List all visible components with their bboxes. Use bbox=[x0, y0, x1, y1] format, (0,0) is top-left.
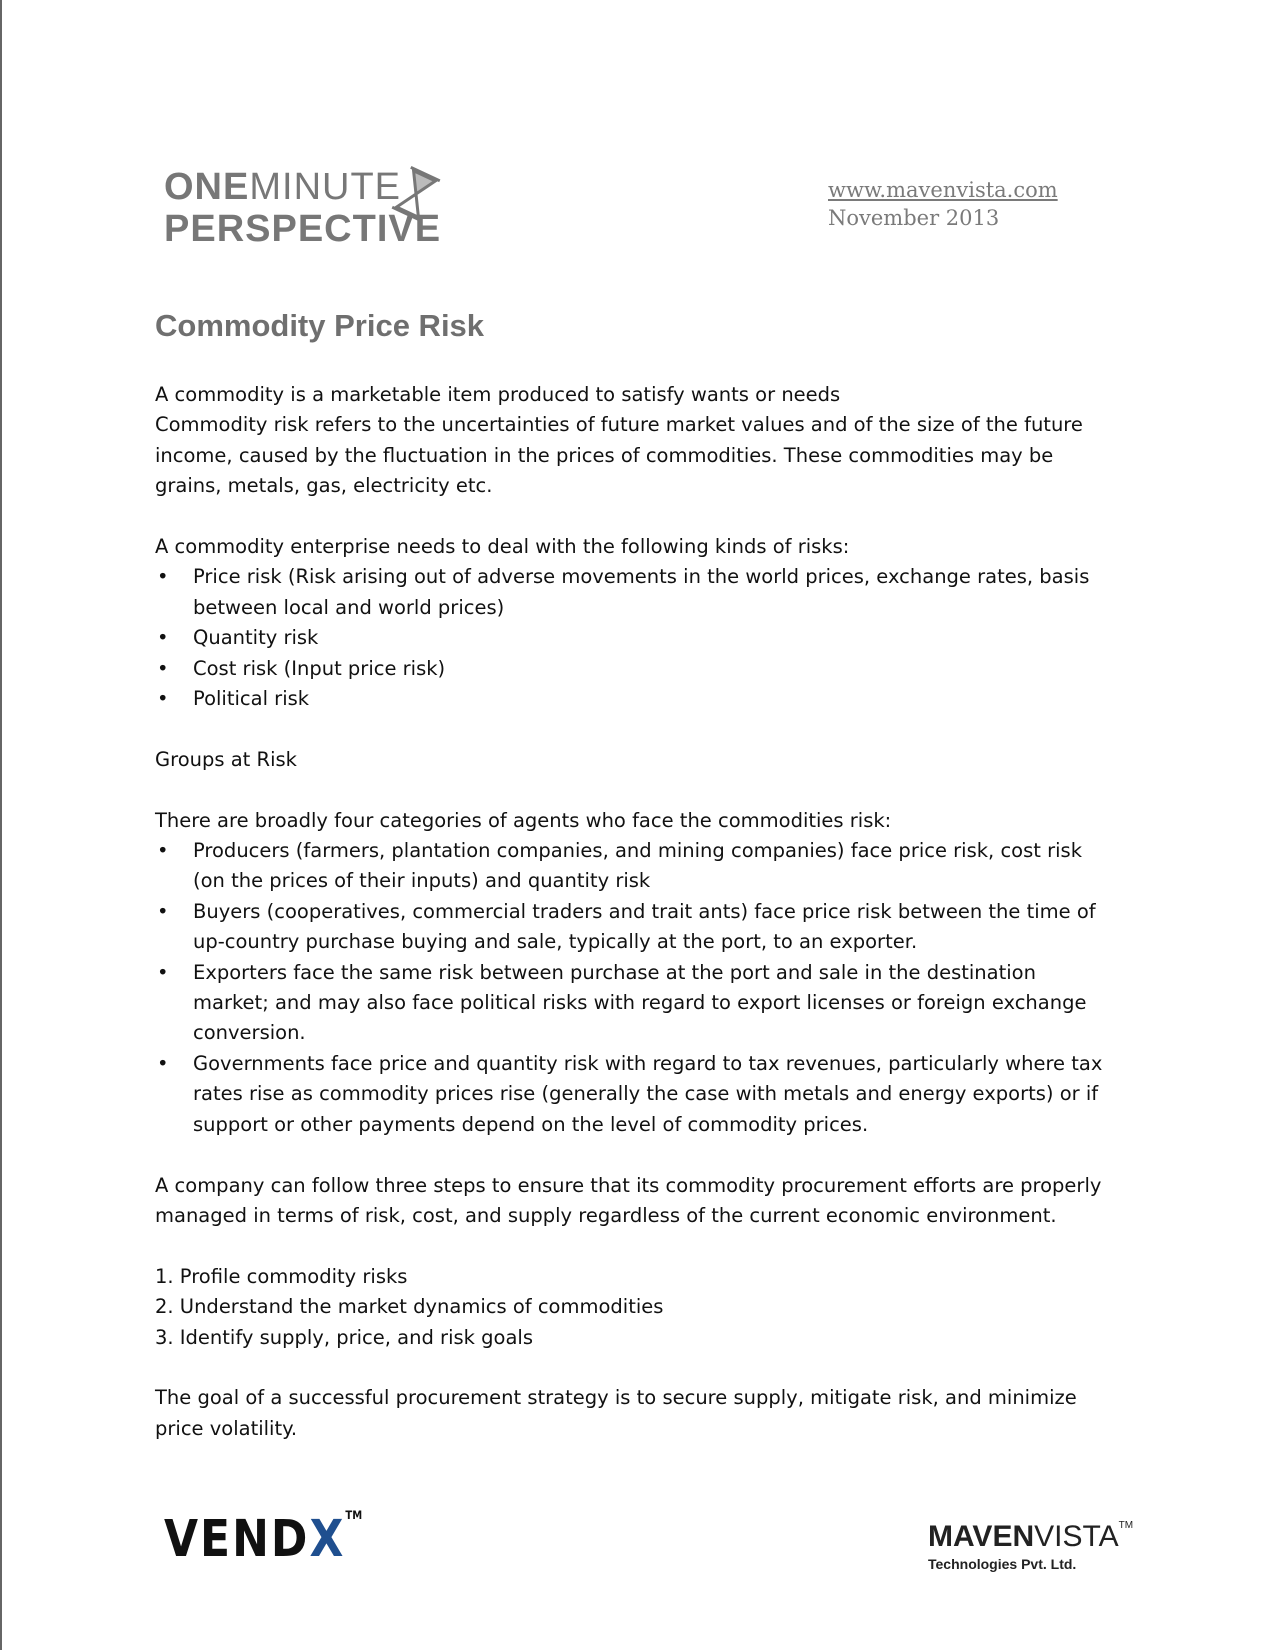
groups-heading: Groups at Risk bbox=[155, 747, 297, 771]
logo-line1 bbox=[164, 166, 401, 208]
step-item: 3. Identify supply, price, and risk goals bbox=[155, 1325, 533, 1349]
list-item: • Price risk (Risk arising out of adverse movements in the world prices, exchange rates, basis between local and world prices) bbox=[155, 562, 1115, 623]
risks-list bbox=[155, 562, 1115, 714]
conclusion: The goal of a successful procurement strategy is to secure supply, mitigate risk, and minimize price volatility. bbox=[155, 1386, 1077, 1440]
mavenvista-subtitle: Technologies Pvt. Ltd. bbox=[928, 1556, 1077, 1572]
mavenvista-tm: TM bbox=[1118, 1520, 1134, 1531]
website-link[interactable]: www.mavenvista.com bbox=[828, 178, 1058, 202]
groups-lead: There are broadly four categories of agents who face the commodities risk: bbox=[155, 808, 892, 832]
hourglass-icon bbox=[386, 164, 446, 224]
vendx-x: X bbox=[309, 1510, 346, 1569]
mavenvista-light: VISTA bbox=[1034, 1520, 1119, 1553]
logo-one: ONE bbox=[164, 166, 250, 208]
list-item: • Buyers (cooperatives, commercial traders and trait ants) face price risk between the time of up-country purchase buying and sale, typically at the port, to an exporter. bbox=[155, 897, 1115, 958]
vendx-main: VEND bbox=[164, 1510, 310, 1569]
intro-paragraph: Commodity risk refers to the uncertainties of future market values and of the size of the future income, caused by the fluctuation in the prices of commodities. These commodities may be grains, metals, gas, electricity etc. bbox=[155, 413, 1083, 498]
mavenvista-bold: MAVEN bbox=[928, 1520, 1035, 1553]
document-body bbox=[155, 380, 1115, 1444]
risks-lead: A commodity enterprise needs to deal with the following kinds of risks: bbox=[155, 535, 850, 559]
list-item: • Governments face price and quantity risk with regard to tax revenues, particularly where tax rates rise as commodity prices rise (generally the case with metals and energy exports) or if support or other payments depend on the level of commodity prices. bbox=[155, 1049, 1115, 1140]
one-minute-perspective-logo bbox=[164, 166, 464, 256]
list-item: • Quantity risk bbox=[155, 623, 1115, 653]
logo-minute: MINUTE bbox=[249, 166, 402, 208]
groups-list bbox=[155, 836, 1115, 1140]
mavenvista-wordmark bbox=[928, 1520, 1133, 1554]
step-item: 1. Profile commodity risks bbox=[155, 1264, 408, 1288]
list-item: • Cost risk (Input price risk) bbox=[155, 654, 1115, 684]
step-item: 2. Understand the market dynamics of commodities bbox=[155, 1295, 664, 1319]
publish-date: November 2013 bbox=[828, 206, 1000, 230]
mavenvista-logo bbox=[928, 1520, 1133, 1572]
intro-line-1: A commodity is a marketable item produced to satisfy wants or needs bbox=[155, 383, 841, 406]
steps-lead: A company can follow three steps to ensure that its commodity procurement efforts are properly managed in terms of risk, cost, and supply regardless of the current economic environment. bbox=[155, 1173, 1102, 1227]
logo-perspective: PERSPECTIVE bbox=[164, 208, 442, 250]
list-item: • Political risk bbox=[155, 684, 1115, 714]
vendx-logo bbox=[164, 1510, 362, 1569]
vendx-tm: TM bbox=[345, 1510, 363, 1523]
page-title: Commodity Price Risk bbox=[155, 308, 485, 343]
list-item: • Producers (farmers, plantation companies, and mining companies) face price risk, cost risk (on the prices of their inputs) and quantity risk bbox=[155, 836, 1115, 897]
list-item: • Exporters face the same risk between purchase at the port and sale in the destination market; and may also face political risks with regard to export licenses or foreign exchange conversion. bbox=[155, 958, 1115, 1049]
